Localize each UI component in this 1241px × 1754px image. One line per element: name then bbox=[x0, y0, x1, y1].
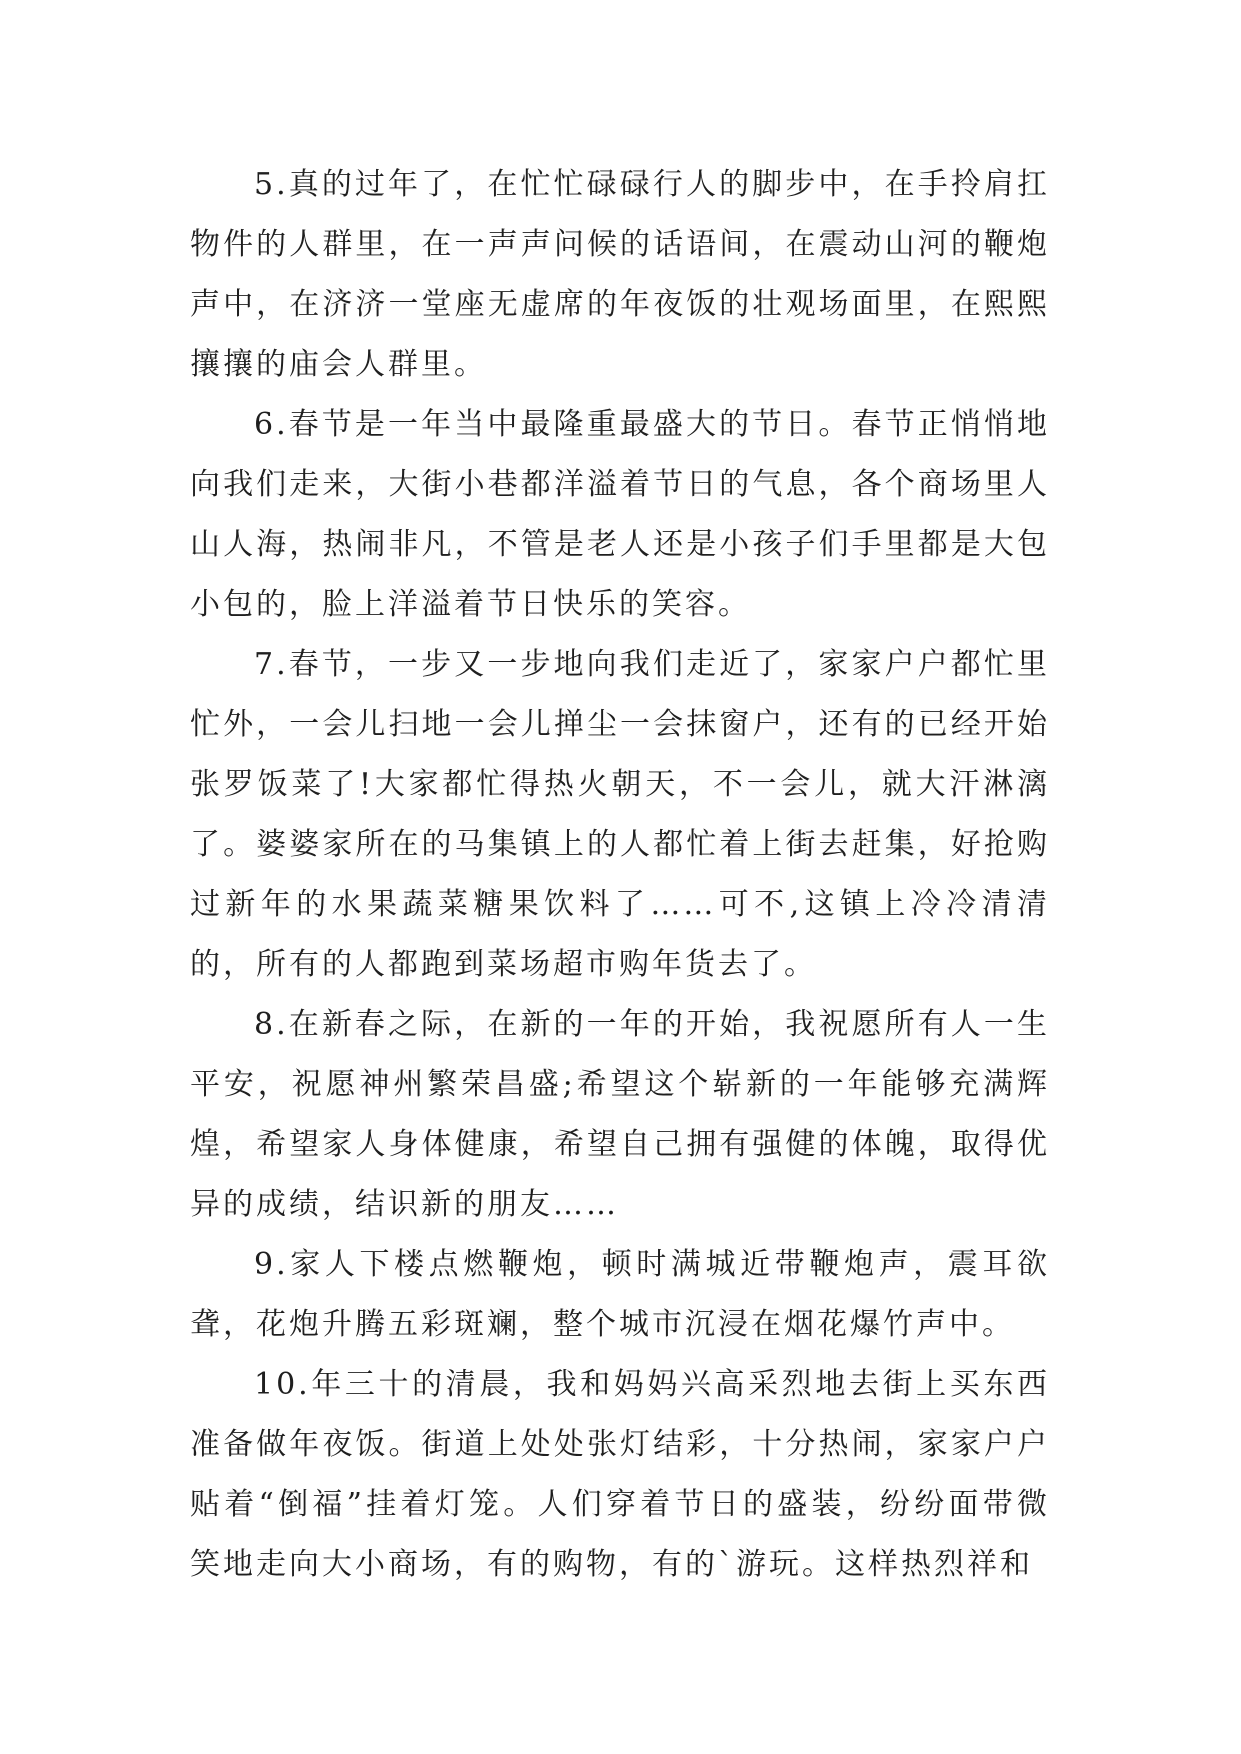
paragraph-10: 10.年三十的清晨，我和妈妈兴高采烈地去街上买东西准备做年夜饭。街道上处处张灯结彩，十分热闹，家家户户贴着“倒福”挂着灯笼。人们穿着节日的盛装，纷纷面带微笑地走向大小商场，有的购物，有的`游玩。这样热烈祥和 bbox=[190, 1367, 1050, 1582]
document-body bbox=[190, 155, 1050, 1595]
paragraph-6: 6.春节是一年当中最隆重最盛大的节日。春节正悄悄地向我们走来，大街小巷都洋溢着节日的气息，各个商场里人山人海，热闹非凡，不管是老人还是小孩子们手里都是大包小包的，脸上洋溢着节日快乐的笑容。 bbox=[190, 407, 1050, 622]
paragraph-5: 5.真的过年了，在忙忙碌碌行人的脚步中，在手拎肩扛物件的人群里，在一声声问候的话语间，在震动山河的鞭炮声中，在济济一堂座无虚席的年夜饭的壮观场面里，在熙熙攘攘的庙会人群里。 bbox=[190, 167, 1050, 382]
paragraph-8: 8.在新春之际，在新的一年的开始，我祝愿所有人一生平安，祝愿神州繁荣昌盛;希望这个崭新的一年能够充满辉煌，希望家人身体健康，希望自己拥有强健的体魄，取得优异的成绩，结识新的朋友…… bbox=[190, 1007, 1050, 1222]
paragraph-7: 7.春节，一步又一步地向我们走近了，家家户户都忙里忙外，一会儿扫地一会儿掸尘一会抹窗户，还有的已经开始张罗饭菜了!大家都忙得热火朝天，不一会儿，就大汗淋漓了。婆婆家所在的马集镇上的人都忙着上街去赶集，好抢购过新年的水果蔬菜糖果饮料了……可不,这镇上冷冷清清的，所有的人都跑到菜场超市购年货去了。 bbox=[190, 647, 1050, 982]
paragraph-9: 9.家人下楼点燃鞭炮，顿时满城近带鞭炮声，震耳欲聋，花炮升腾五彩斑斓，整个城市沉浸在烟花爆竹声中。 bbox=[190, 1247, 1050, 1342]
